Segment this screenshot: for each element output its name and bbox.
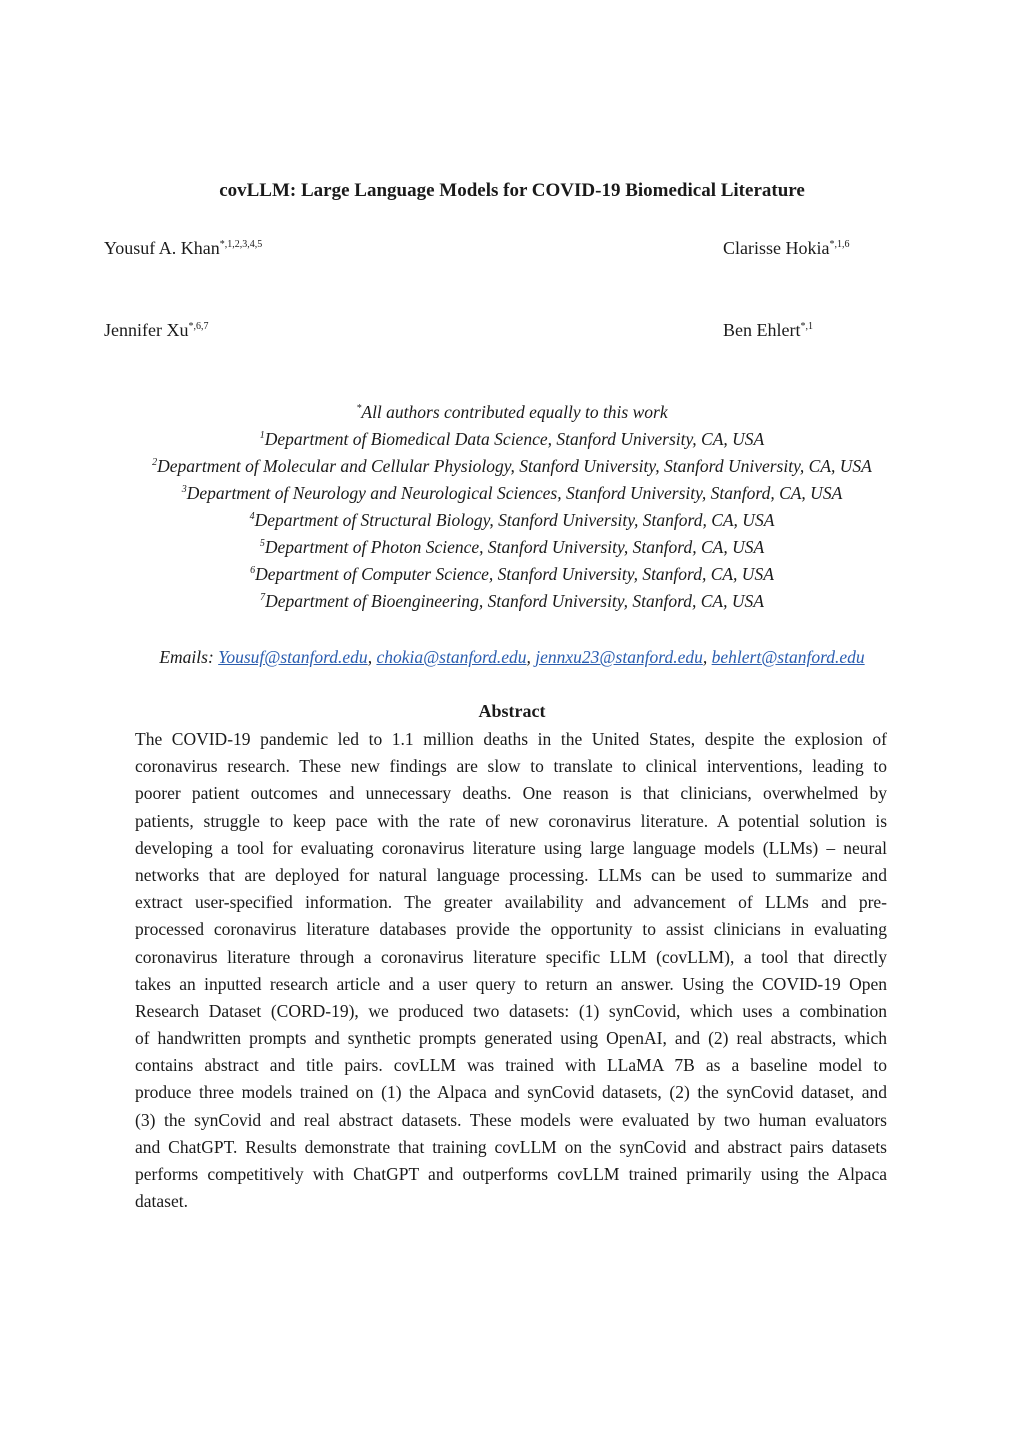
abstract-line: contains abstract and title pairs. covLLM was trained with LLaMA 7B as a baseline model to xyxy=(135,1055,887,1076)
affiliation-mark: * xyxy=(356,403,362,414)
affiliation-5 xyxy=(0,534,1024,561)
affiliation-4 xyxy=(0,507,1024,534)
affiliation-mark: 5 xyxy=(259,538,265,549)
affiliation-mark: 2 xyxy=(152,457,158,468)
email-link-yousuf[interactable]: Yousuf@stanford.edu xyxy=(218,647,368,667)
affiliation-note-equal-contribution xyxy=(0,399,1024,426)
author-affiliation-marks: *,1,6 xyxy=(829,239,850,250)
affiliation-text: Department of Photon Science, Stanford University, Stanford, CA, USA xyxy=(264,537,765,557)
email-separator: , xyxy=(702,647,708,667)
affiliation-mark: 3 xyxy=(181,484,187,495)
email-link-chokia[interactable]: chokia@stanford.edu xyxy=(376,647,527,667)
affiliation-text: Department of Molecular and Cellular Physiology, Stanford University, Stanford University, CA, USA xyxy=(157,456,872,476)
author-ben-ehlert xyxy=(723,318,813,342)
abstract-line: developing a tool for evaluating coronavirus literature using large language models (LLMs) – neural xyxy=(135,837,887,858)
abstract-line: coronavirus research. These new findings are slow to translate to clinical interventions, leading to xyxy=(135,756,887,777)
affiliations xyxy=(0,399,1024,615)
author-yousuf-khan xyxy=(104,236,262,260)
abstract-line: coronavirus literature through a coronavirus literature specific LLM (covLLM), a tool that directly xyxy=(135,946,887,967)
abstract-line: extract user-specified information. The greater availability and advancement of LLMs and pre- xyxy=(135,892,887,913)
author-jennifer-xu xyxy=(104,318,208,342)
affiliation-1 xyxy=(0,426,1024,453)
emails-line xyxy=(0,645,1024,669)
affiliation-mark: 7 xyxy=(260,592,266,603)
affiliation-text: Department of Neurology and Neurological Sciences, Stanford University, Stanford, CA, USA xyxy=(186,483,843,503)
abstract-line: (3) the synCovid and real abstract datasets. These models were evaluated by two human evaluators xyxy=(135,1109,887,1130)
abstract-line: The COVID-19 pandemic led to 1.1 million deaths in the United States, despite the explosion of xyxy=(135,729,887,749)
affiliation-3 xyxy=(0,480,1024,507)
abstract-line: of handwritten prompts and synthetic prompts generated using OpenAI, and (2) real abstracts, which xyxy=(135,1028,887,1049)
abstract-line: networks that are deployed for natural language processing. LLMs can be used to summarize and xyxy=(135,864,887,885)
author-affiliation-marks: *,1 xyxy=(800,321,813,332)
affiliation-text: Department of Biomedical Data Science, Stanford University, CA, USA xyxy=(264,429,765,449)
author-clarisse-hokia xyxy=(723,236,849,260)
affiliation-mark: 6 xyxy=(250,565,256,576)
affiliation-7 xyxy=(0,588,1024,615)
affiliation-2 xyxy=(0,453,1024,480)
abstract-line: Research Dataset (CORD-19), we produced two datasets: (1) synCovid, which uses a combination xyxy=(135,1000,887,1021)
affiliation-text: Department of Structural Biology, Stanford University, Stanford, CA, USA xyxy=(254,510,775,530)
abstract-line: takes an inputted research article and a user query to return an answer. Using the COVID-19 Open xyxy=(135,973,887,994)
paper-title: covLLM: Large Language Models for COVID-19 Biomedical Literature xyxy=(219,180,805,201)
affiliation-text: Department of Bioengineering, Stanford University, Stanford, CA, USA xyxy=(265,591,764,611)
affiliation-text: Department of Computer Science, Stanford University, Stanford, CA, USA xyxy=(255,564,774,584)
author-name: Yousuf A. Khan xyxy=(104,238,220,258)
abstract-line: patients, struggle to keep pace with the rate of new coronavirus literature. A potential solution is xyxy=(135,810,887,831)
email-separator: , xyxy=(367,647,373,667)
email-link-jennxu23[interactable]: jennxu23@stanford.edu xyxy=(535,647,703,667)
affiliation-6 xyxy=(0,561,1024,588)
abstract-line: and ChatGPT. Results demonstrate that training covLLM on the synCovid and abstract pairs datasets xyxy=(135,1136,887,1157)
affiliation-mark: 1 xyxy=(259,430,265,441)
emails-label: Emails: xyxy=(159,647,214,667)
affiliation-text: All authors contributed equally to this work xyxy=(361,402,668,422)
author-name: Clarisse Hokia xyxy=(723,238,830,258)
abstract-heading: Abstract xyxy=(478,701,546,721)
abstract-body xyxy=(135,726,887,1215)
email-link-behlert[interactable]: behlert@stanford.edu xyxy=(711,647,865,667)
abstract-line: produce three models trained on (1) the Alpaca and synCovid datasets, (2) the synCovid dataset, and xyxy=(135,1082,887,1103)
author-name: Jennifer Xu xyxy=(104,320,189,340)
author-affiliation-marks: *,1,2,3,4,5 xyxy=(219,239,263,250)
abstract-line: performs competitively with ChatGPT and outperforms covLLM trained primarily using the Alpaca xyxy=(135,1164,887,1184)
abstract-line: processed coronavirus literature databases provide the opportunity to assist clinicians in evaluating xyxy=(135,919,887,940)
abstract-line: dataset. xyxy=(135,1191,188,1212)
author-name: Ben Ehlert xyxy=(723,320,801,340)
author-affiliation-marks: *,6,7 xyxy=(188,321,209,332)
abstract-line: poorer patient outcomes and unnecessary deaths. One reason is that clinicians, overwhelmed by xyxy=(135,783,887,804)
email-separator: , xyxy=(526,647,531,667)
affiliation-mark: 4 xyxy=(249,511,255,522)
